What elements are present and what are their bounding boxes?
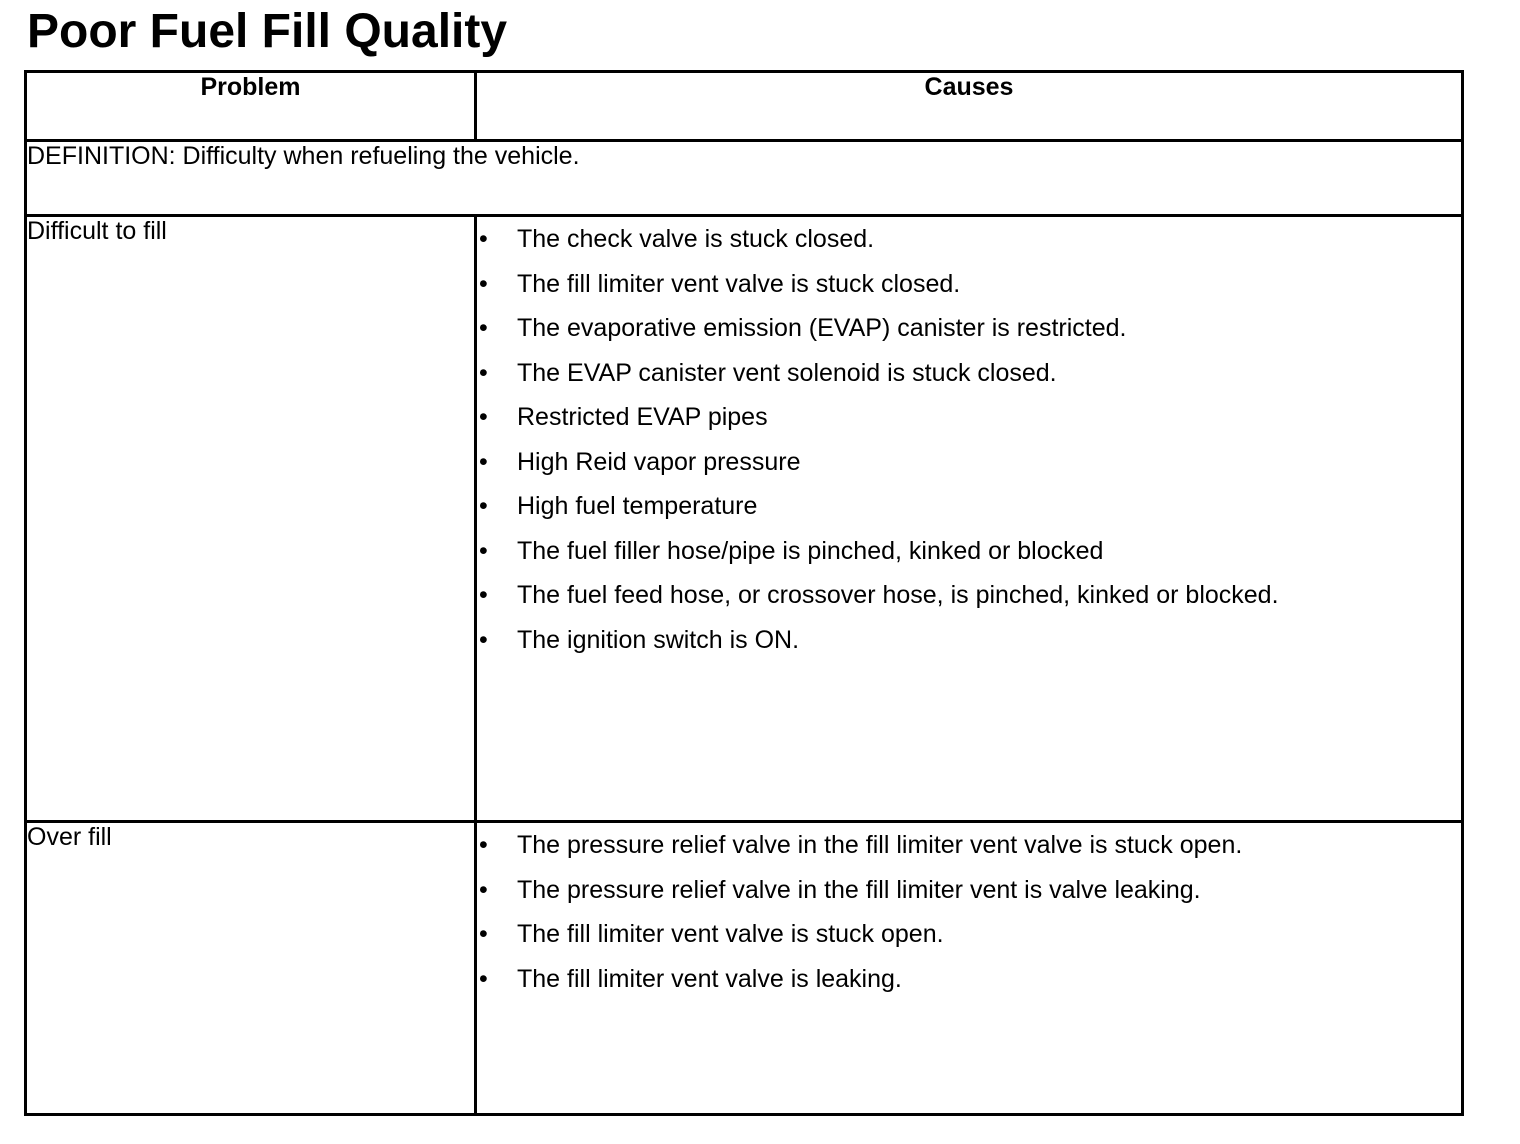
cause-text: High Reid vapor pressure (517, 447, 801, 476)
bullet-icon: • (479, 447, 488, 476)
cause-item (477, 484, 1461, 529)
cause-item (477, 957, 1461, 1002)
bullet-icon: • (479, 225, 488, 253)
bullet-icon: • (479, 920, 488, 948)
header-row (26, 72, 1463, 141)
cause-text: High fuel temperature (517, 492, 758, 520)
cause-text: The ignition switch is ON. (517, 625, 800, 654)
problem-over-fill: Over fill (26, 822, 476, 1115)
cause-text: The fill limiter vent valve is stuck open. (517, 920, 944, 948)
cause-item (477, 868, 1461, 913)
bullet-icon: • (479, 625, 488, 654)
cause-item (477, 351, 1461, 396)
problem-difficult-to-fill: Difficult to fill (26, 216, 476, 822)
cause-item (477, 440, 1461, 485)
symptom-table (24, 70, 1464, 1116)
table-row (26, 822, 1463, 1115)
header-problem: Problem (26, 72, 476, 141)
cause-item (477, 262, 1461, 307)
definition-row (26, 141, 1463, 216)
cause-text: The fuel filler hose/pipe is pinched, kinked or blocked (517, 536, 1104, 565)
bullet-icon: • (479, 358, 488, 387)
header-causes: Causes (476, 72, 1463, 141)
bullet-icon: • (479, 875, 488, 904)
bullet-icon: • (479, 964, 488, 993)
bullet-icon: • (479, 536, 488, 565)
cause-item (477, 573, 1461, 618)
cause-text: The EVAP canister vent solenoid is stuck closed. (517, 358, 1057, 387)
definition-text: DEFINITION: Difficulty when refueling the vehicle. (26, 141, 1463, 216)
causes-cell (476, 216, 1463, 822)
causes-list (477, 823, 1461, 1001)
causes-cell (476, 822, 1463, 1115)
cause-text: The fill limiter vent valve is leaking. (517, 964, 902, 993)
cause-item (477, 217, 1461, 262)
table-row (26, 216, 1463, 822)
bullet-icon: • (479, 492, 488, 520)
bullet-icon: • (479, 314, 488, 342)
page-title: Poor Fuel Fill Quality (27, 5, 508, 58)
cause-item (477, 823, 1461, 868)
bullet-icon: • (479, 831, 488, 859)
cause-item (477, 618, 1461, 663)
cause-text: The fill limiter vent valve is stuck closed. (517, 269, 961, 298)
cause-item (477, 306, 1461, 351)
cause-text: The pressure relief valve in the fill limiter vent is valve leaking. (517, 875, 1201, 904)
causes-list (477, 217, 1461, 662)
bullet-icon: • (479, 269, 488, 298)
cause-item (477, 912, 1461, 957)
cause-item (477, 395, 1461, 440)
cause-item (477, 529, 1461, 574)
cause-text: The evaporative emission (EVAP) canister is restricted. (517, 314, 1127, 342)
bullet-icon: • (479, 581, 488, 609)
cause-text: The fuel feed hose, or crossover hose, is pinched, kinked or blocked. (517, 581, 1279, 609)
bullet-icon: • (479, 403, 488, 431)
cause-text: The pressure relief valve in the fill limiter vent valve is stuck open. (517, 831, 1243, 859)
cause-text: The check valve is stuck closed. (517, 225, 875, 253)
cause-text: Restricted EVAP pipes (517, 403, 768, 431)
